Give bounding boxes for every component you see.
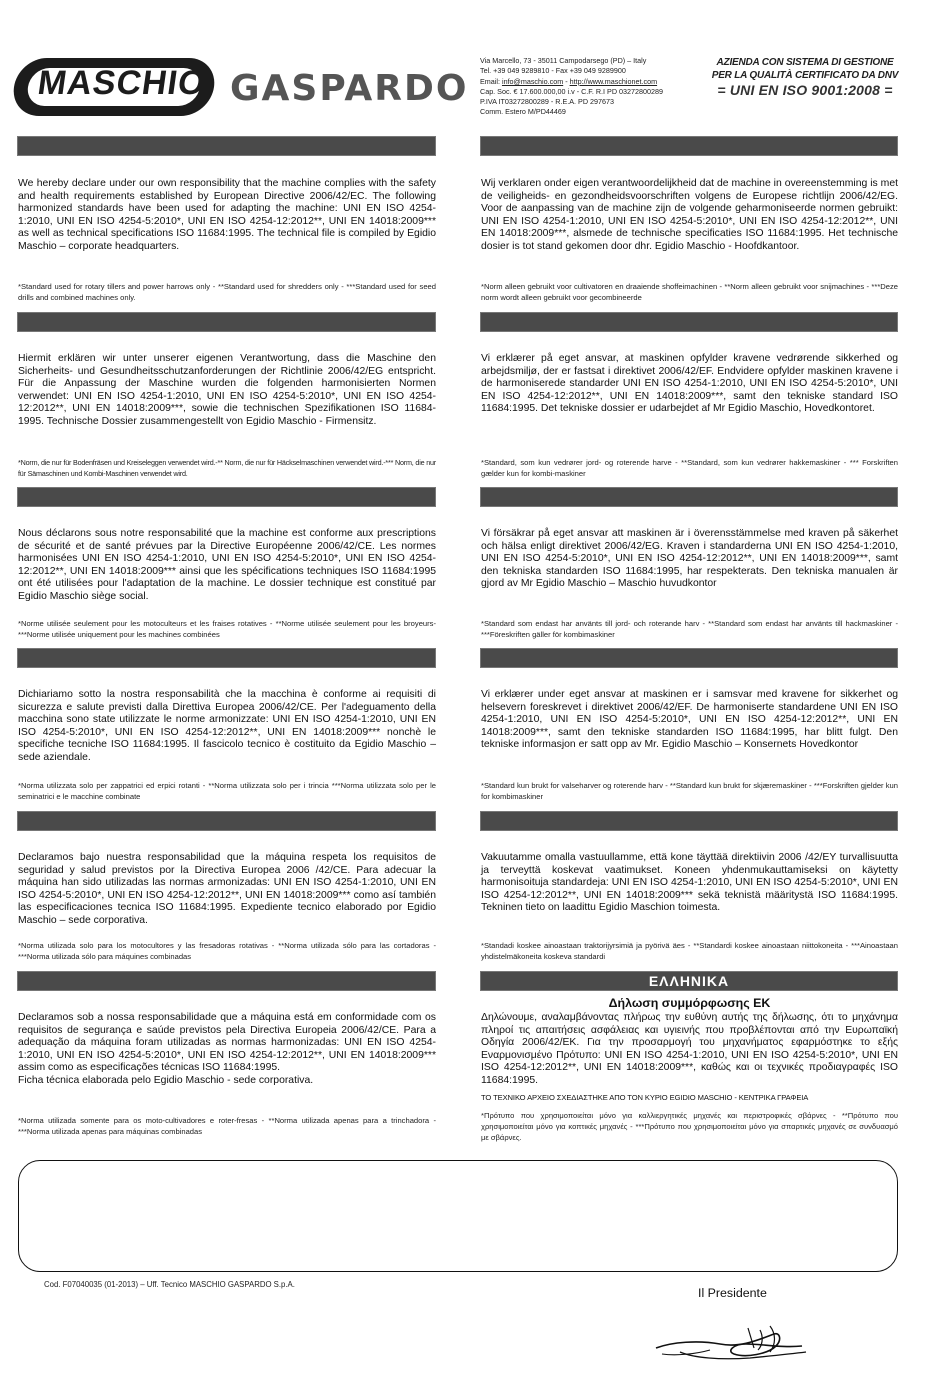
cert-standard: = UNI EN ISO 9001:2008 =	[717, 82, 893, 98]
declaration-text-da: Vi erklærer på eget ansvar, at maskinen opfylder kravene vedrørende sikkerhed og arbejdsmiljø, der er fastsat i direktivet 2006/42/EF. Endvidere opfylder maskinen kravene i de harmoniserede standarder UNI EN ISO 4254-1:2010, UNI EN ISO 4254-5:2010*, UNI EN ISO 4254-12:2012**, UNI EN 14018:2009***, samt den tekniske standard ISO 11684:1995. Det tekniske dossier er udarbejdet af Mr Egidio Maschio, Hovedkontoret.	[481, 353, 898, 415]
company-logo	[10, 54, 469, 124]
declaration-text-es: Declaramos bajo nuestra responsabilidad que la máquina respeta los requisitos de seguridad y salud previstos por la Directiva Europea 2006 /42/CE. Para adecuar la máquina han sido utilizadas las normas armonizadas: UNI EN ISO 4254-1:2010, UNI EN ISO 4254-5:2010*, UNI EN ISO 4254-12:2012**, UNI EN 14018:2009*** como así también las especificaciones tecnica ISO 11684:1995. Expediente tecnico elaborado por Egidio Maschio – sede corporativa.	[18, 852, 436, 926]
section-header-bar-fr	[17, 487, 436, 507]
president-signature	[650, 1318, 810, 1370]
footnote-el: *Πρότυπο που χρησιμοποιείται μόνο για καλλιεργητικές μηχανές και περιστροφικές σβάρνες - **Πρότυπο που χρησιμοποιείται μόνο για κοπτικές μηχανές - ***Πρότυπο που χρησιμοποιείται μόνο για σπαρτικές μηχανές σε συνδυασμό με σβάρνες.	[481, 1111, 898, 1143]
section-header-bar-sv	[480, 487, 898, 507]
footnote-es: *Norma utilizada solo para los motocultores y las fresadoras rotativas - **Norma utilizada sólo para las cortadoras - ***Norma utilizada sólo para máquines combinadas	[18, 941, 436, 962]
footnote-pt: *Norma utilizada somente para os moto-cultivadores e roter-fresas - **Norma utilizada apenas para a trinchadora - ***Norma utilizada apenas para máquinas combinadas	[18, 1116, 436, 1137]
section-header-bar-nl	[480, 136, 898, 156]
section-header-bar-de	[17, 312, 436, 332]
section-header-bar-it	[17, 648, 436, 668]
logo-secondary-text: GASPARDO	[230, 68, 469, 109]
contact-line: P.IVA IT03272800289 - R.E.A. PD 297673	[480, 97, 614, 107]
logo-main-text: MASCHIO	[35, 64, 209, 102]
declaration-text-fi: Vakuutamme omalla vastuullamme, että kone täyttää direktiivin 2006 /42/EY turvallisuutta ja terveyttä koskevat vaatimukset. Koneen yhdenmukauttamiseksi on käytetty harmonisoituja standardeja: UNI EN ISO 4254-1:2010, UNI EN ISO 4254-5:2010*, UNI EN ISO 4254-12:2012**, UNI EN 14018:2009*** sekä teknistä määritystä ISO 11684:1995. Tekninen tieto on laadittu Egidio Maschion toimesta.	[481, 852, 898, 914]
website-link[interactable]: http://www.maschionet.com	[569, 76, 658, 86]
footnote-en: *Standard used for rotary tillers and power harrows only - **Standard used for shredders only - ***Standard used for seed drills and combined machines only.	[18, 282, 436, 303]
signatory-title: Il Presidente	[698, 1286, 767, 1300]
footnote-nl: *Norm alleen gebruikt voor cultivatoren en draaiende shoffeimachinen - **Norm alleen gebruikt voor snijmachines - ***Deze norm wordt alleen gebruikt voor gecombineerde	[481, 282, 898, 303]
section-header-bar-es	[17, 811, 436, 831]
greek-technical-file-reference: ΤΟ ΤΕΧΝΙΚΟ ΑΡΧΕΙΟ ΣΧΕΔΙΑΣΤΗΚΕ ΑΠΟ ΤΟΝ ΚΥΡΙΟ EGIDIO MASCHIO - ΚΕΝΤΡΙΚΑ ΓΡΑΦΕΙΑ	[481, 1093, 809, 1102]
footnote-fi: *Standadi koskee ainoastaan traktorijyrsimiä ja pyörivä äes - **Standardi koskee ainoastaan niittokoneita - ***Ainoastaan yhdistelmäkoneita koskeva standardi	[481, 941, 898, 962]
footnote-sv: *Standard som endast har använts till jord- och roterande harv - **Standard som endast har använts till hackmaskiner - ***Föreskriften gäller för kombimaskiner	[481, 619, 898, 640]
footnote-no: *Standard kun brukt for valseharver og roterende harv - **Standard kun brukt for skjæremaskiner - ***Forskriften gjelder kun for kombimaskiner	[481, 781, 898, 802]
contact-email-line: Email: info@maschio.com - http://www.maschionet.com	[480, 76, 658, 86]
section-header-bar-da	[480, 312, 898, 332]
company-contact-block	[480, 56, 710, 118]
declaration-text-de: Hiermit erklären wir unter unserer eigenen Verantwortung, dass die Maschine den Sicherheits- und Gesundheitsschutzanforderungen der Richtlinie 2006/42/EG entspricht. Für die Anpassung der Maschine wurden die folgenden harmonisierten Normen verwendet: UNI EN ISO 4254-1:2010, UNI EN ISO 4254-5:2010*, UNI EN ISO 4254-12:2012**, UNI EN 14018:2009***, sowie die technischen Spezifikationen ISO 11684-1995. Technische Dossier zusammengestellt von Egidio Maschio - Firmensitz.	[18, 353, 436, 427]
contact-line: Via Marcello, 73 - 35011 Campodarsego (PD) – Italy	[480, 56, 647, 65]
section-header-bar-pt	[17, 971, 436, 991]
email-link[interactable]: info@maschio.com	[501, 76, 564, 86]
section-header-bar-fi	[480, 811, 898, 831]
footnote-de: *Norm, die nur für Bodenfräsen und Kreiseleggen verwendet wird.-** Norm, die nur für Häckselmaschinen verwendet wird.-*** Norm, die nur für Sämaschinen und Kombi-Maschinen verwendet wird.	[18, 458, 436, 479]
declaration-text-nl: Wij verklaren onder eigen verantwoordelijkheid dat de machine in overeenstemming is met de veiligheids- en gezondheidsvoorschriften volgens de Europese richtlijn 2006/42/EG. Voor de aanpassing van de machine zijn de volgende geharmoniseerde normen gebruikt: UNI EN ISO 4254-1:2010, UNI EN ISO 4254-5:2010*, UNI EN ISO 4254-12:2012**, UNI EN 14018:2009***, alsmede de technische specificaties ISO 11684:1995. Het technische dosier is tot stand gekomen door dhr. Egidio Maschio - Hoofdkantoor.	[481, 178, 898, 252]
document-code: Cod. F07040035 (01-2013) – Uff. Tecnico MASCHIO GASPARDO S.p.A.	[44, 1280, 295, 1289]
contact-line: Comm. Estero M/PD44469	[480, 107, 566, 117]
contact-line: Tel. +39 049 9289810 - Fax +39 049 9289900	[480, 66, 626, 76]
declaration-text-it: Dichiariamo sotto la nostra responsabilità che la macchina è conforme ai requisiti di sicurezza e salute previsti dalla Direttiva Europea 2006/42/CE. Per l'adeguamento della macchina sono state utilizzate le norme armonizzate: UNI EN ISO 4254-1:2010, UNI EN ISO 4254-5:2010*, UNI EN ISO 4254-12:2012**, UNI EN 14018:2009*** nonchè le specifiche tecniche ISO 11684:1995. Il fascicolo tecnico è costituito da Egidio Maschio – sede aziendale.	[18, 689, 436, 763]
declaration-text-fr: Nous déclarons sous notre responsabilité que la machine est conforme aux prescriptions de sécurité et de santé prévues par la Directive Européenne 2006/42/CE. Les normes harmonisées UNI EN ISO 4254-1:2010, UNI EN ISO 4254-5:2010*, UNI EN ISO 4254-12:2012**, UNI EN 14018:2009*** ainsi que les spécifications techniques ISO 11684:1995 ont été utilisées pour l'adaptation de la machine. Le dossier technique est constitué par Egidio Maschio siège social.	[18, 528, 436, 602]
declaration-text-en: We hereby declare under our own responsibility that the machine complies with the safety and health requirements established by European Directive 2006/42/EC. The following harmonized standards have been used for adapting the machine: UNI EN ISO 4254-1:2010, UNI EN ISO 4254-5:2010*, UNI EN ISO 4254-12:2012**, UNI EN 14018:2009*** as well as technical specifications ISO 11684:1995. The technical file is compiled by Egidio Maschio – corporate headquarters.	[18, 178, 436, 252]
declaration-paragraph: Declaramos sob a nossa responsabilidade que a máquina está em conformidade com os requisitos de segurança e saúde previstos pela Directiva Europeia 2006/42/CE. Para a adequação da máquina foram utilizadas as normas harmonizadas: UNI EN ISO 4254-1:2010, UNI EN ISO 4254-5:2010*, UNI EN ISO 4254-12:2012**, UNI EN 14018:2009*** assim como as especificações técnicas ISO 11684:1995.	[18, 1012, 436, 1074]
declaration-paragraph: Ficha técnica elaborada pelo Egidio Maschio - sede corporativa.	[18, 1074, 314, 1086]
cert-line: AZIENDA CON SISTEMA DI GESTIONE	[716, 57, 894, 68]
greek-declaration-subtitle: Δήλωση συμμόρφωσης ΕΚ	[608, 996, 771, 1010]
cert-line: PER LA QUALITÀ CERTIFICATO DA DNV	[711, 70, 899, 81]
footnote-da: *Standard, som kun vedrører jord- og roterende harve - **Standard, som kun vedrører hakkemaskiner - *** Forskriften gælder kun for kombi-maskiner	[481, 458, 898, 479]
footnote-it: *Norma utilizzata solo per zappatrici ed erpici rotanti - **Norma utilizzata solo per i trincia ***Norma utilizzata solo per le seminatrici e le macchine combinate	[18, 781, 436, 802]
footnote-fr: *Norme utilisée seulement pour les motoculteurs et les fraises rotatives - **Norme utilisée seulement pour les broyeurs- ***Norme utilisée uniquement pour les machines combinées	[18, 619, 436, 640]
contact-line: Cap. Soc. € 17.600.000,00 i.v - C.F. R.I PD 03272800289	[480, 86, 663, 96]
iso-certification-mark	[706, 56, 904, 98]
declaration-text-pt	[18, 1012, 436, 1088]
section-header-bar-no	[480, 648, 898, 668]
section-header-bar-el: ΕΛΛΗΝΙΚΑ	[480, 971, 898, 991]
declaration-text-el: Δηλώνουμε, αναλαμβάνοντας πλήρως την ευθύνη αυτής της δήλωσης, ότι το μηχάνημα πληροί τις απαιτήσεις ασφάλειας και υγιεινής που προβλέπονται από την Ευρωπαϊκή Οδηγία 2006/42/ΕΚ. Για την προσαρμογή του μηχανήματος εφαρμόστηκε το εξής Εναρμονισμένο Πρότυπο: UNI EN ISO 4254-1:2010, UNI EN ISO 4254-5:2010*, UNI EN ISO 4254-12:2012**, UNI EN 14018:2009***, καθώς και οι τεχνικές προδιαγραφές ISO 11684:1995.	[481, 1012, 898, 1086]
declaration-text-no: Vi erklærer under eget ansvar at maskinen er i samsvar med kravene for sikkerhet og helsevern foreskrevet i direktivet 2006/42/EF. De harmoniserte standardene UNI EN ISO 4254-1:2010, UNI EN ISO 4254-5:2010*, UNI EN ISO 4254-12:2012**, UNI EN 14018:2009***, samt den tekniske standarden ISO 11684:1995, har blitt fulgt. Den tekniske informasjon er satt opp av Mr. Egidio Maschio – Konsernets Hovedkontor	[481, 689, 898, 751]
declaration-text-sv: Vi försäkrar på eget ansvar att maskinen är i överensstämmelse med kraven på säkerhet och hälsa enligt direktivet 2006/42/EG. Kraven i standarderna UNI EN ISO 4254-1:2010, UNI EN ISO 4254-5:2010*, UNI EN ISO 4254-12:2012**, UNI EN 14018:2009***, samt den tekniska standarden ISO 11684:1995, har respekterats. Den tekniska manualen är gjord av Mr Egidio Maschio – Maschio huvudkontor	[481, 528, 898, 590]
signature-area-box	[18, 1160, 898, 1272]
section-header-bar-en	[17, 136, 436, 156]
